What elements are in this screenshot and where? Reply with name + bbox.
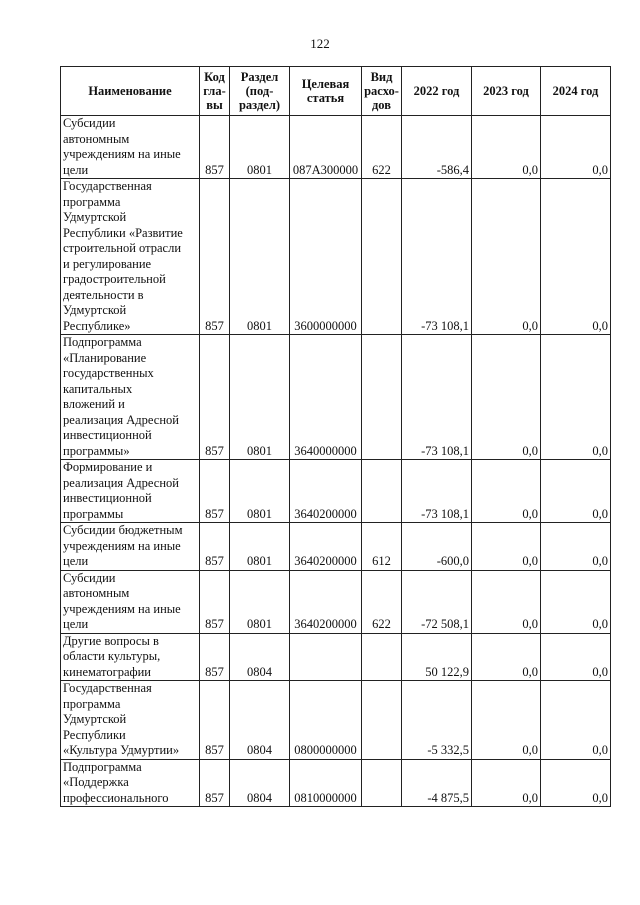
cell-name bbox=[61, 179, 200, 335]
cell-section: 0804 bbox=[230, 759, 290, 807]
name-line: градостроительной bbox=[63, 272, 166, 286]
name-line: «Поддержка bbox=[63, 775, 129, 789]
cell-2023: 0,0 bbox=[472, 335, 541, 460]
cell-target: 0810000000 bbox=[290, 759, 362, 807]
cell-kind: 612 bbox=[362, 523, 402, 571]
cell-target bbox=[290, 633, 362, 681]
cell-kind: 622 bbox=[362, 116, 402, 179]
cell-kind bbox=[362, 681, 402, 760]
cell-name bbox=[61, 759, 200, 807]
name-line: области культуры, bbox=[63, 649, 161, 663]
table-row bbox=[61, 681, 611, 760]
name-line: автономным bbox=[63, 131, 130, 146]
cell-section: 0801 bbox=[230, 335, 290, 460]
cell-2022: -600,0 bbox=[402, 523, 472, 571]
cell-2022: -4 875,5 bbox=[402, 759, 472, 807]
cell-2022: -73 108,1 bbox=[402, 460, 472, 523]
cell-target: 3640000000 bbox=[290, 335, 362, 460]
table-header-row bbox=[61, 67, 611, 116]
header-2022: 2022 год bbox=[402, 67, 472, 116]
header-section: Раздел (под- раздел) bbox=[230, 67, 290, 116]
cell-2023: 0,0 bbox=[472, 523, 541, 571]
name-line: Республике» bbox=[63, 318, 131, 333]
cell-code: 857 bbox=[200, 681, 230, 760]
table-body bbox=[61, 116, 611, 807]
header-kind: Вид расхо- дов bbox=[362, 67, 402, 116]
name-line: программы» bbox=[63, 443, 130, 458]
cell-2023: 0,0 bbox=[472, 633, 541, 681]
name-line: Субсидии бюджетным bbox=[63, 523, 183, 537]
cell-2024: 0,0 bbox=[541, 116, 611, 179]
name-line: Подпрограмма bbox=[63, 335, 142, 349]
cell-name bbox=[61, 460, 200, 523]
name-line: цели bbox=[63, 554, 89, 568]
cell-2022: -73 108,1 bbox=[402, 335, 472, 460]
cell-section: 0801 bbox=[230, 116, 290, 179]
name-line: Государственная bbox=[63, 681, 152, 695]
header-code: Код гла- вы bbox=[200, 67, 230, 116]
name-line: капитальных bbox=[63, 381, 133, 396]
header-2024: 2024 год bbox=[541, 67, 611, 116]
cell-name bbox=[61, 116, 200, 179]
cell-2024: 0,0 bbox=[541, 460, 611, 523]
cell-2022: -586,4 bbox=[402, 116, 472, 179]
cell-code: 857 bbox=[200, 460, 230, 523]
cell-2024: 0,0 bbox=[541, 179, 611, 335]
cell-2024: 0,0 bbox=[541, 681, 611, 760]
name-line: Субсидии bbox=[63, 116, 116, 130]
cell-section: 0801 bbox=[230, 523, 290, 571]
cell-target: 0800000000 bbox=[290, 681, 362, 760]
cell-section: 0804 bbox=[230, 633, 290, 681]
table-row bbox=[61, 179, 611, 335]
cell-2022: -72 508,1 bbox=[402, 570, 472, 633]
name-line: реализация Адресной bbox=[63, 475, 179, 490]
name-line: программа bbox=[63, 194, 121, 209]
cell-section: 0804 bbox=[230, 681, 290, 760]
cell-target: 3640200000 bbox=[290, 523, 362, 571]
name-line: Удмуртской bbox=[63, 303, 127, 317]
cell-kind bbox=[362, 759, 402, 807]
table-row bbox=[61, 759, 611, 807]
cell-2023: 0,0 bbox=[472, 116, 541, 179]
cell-2023: 0,0 bbox=[472, 759, 541, 807]
cell-kind bbox=[362, 633, 402, 681]
cell-kind bbox=[362, 460, 402, 523]
name-line: реализация Адресной bbox=[63, 412, 179, 427]
name-line: Подпрограмма bbox=[63, 759, 142, 774]
cell-code: 857 bbox=[200, 179, 230, 335]
cell-name bbox=[61, 570, 200, 633]
name-line: Субсидии bbox=[63, 570, 116, 585]
cell-code: 857 bbox=[200, 759, 230, 807]
cell-name bbox=[61, 335, 200, 460]
name-line: цели bbox=[63, 162, 89, 177]
cell-kind bbox=[362, 179, 402, 335]
cell-2023: 0,0 bbox=[472, 570, 541, 633]
table-row bbox=[61, 335, 611, 460]
cell-kind bbox=[362, 335, 402, 460]
cell-code: 857 bbox=[200, 570, 230, 633]
name-line: Удмуртской bbox=[63, 712, 127, 726]
name-line: инвестиционной bbox=[63, 428, 152, 442]
budget-table bbox=[60, 66, 611, 807]
table-row bbox=[61, 523, 611, 571]
cell-2023: 0,0 bbox=[472, 179, 541, 335]
cell-2024: 0,0 bbox=[541, 523, 611, 571]
name-line: Государственная bbox=[63, 179, 152, 193]
cell-target: 087A300000 bbox=[290, 116, 362, 179]
cell-target: 3640200000 bbox=[290, 570, 362, 633]
cell-2024: 0,0 bbox=[541, 633, 611, 681]
name-line: «Культура Удмуртии» bbox=[63, 743, 180, 757]
name-line: учреждениям на иные bbox=[63, 147, 181, 161]
cell-2024: 0,0 bbox=[541, 335, 611, 460]
name-line: Другие вопросы в bbox=[63, 633, 159, 648]
cell-section: 0801 bbox=[230, 570, 290, 633]
cell-kind: 622 bbox=[362, 570, 402, 633]
table-row bbox=[61, 460, 611, 523]
cell-name bbox=[61, 523, 200, 571]
cell-name bbox=[61, 681, 200, 760]
name-line: инвестиционной bbox=[63, 491, 152, 505]
page-number: 122 bbox=[310, 36, 330, 51]
name-line: автономным bbox=[63, 586, 130, 600]
name-line: Республики bbox=[63, 727, 126, 742]
cell-2022: 50 122,9 bbox=[402, 633, 472, 681]
name-line: «Планирование bbox=[63, 350, 147, 365]
cell-code: 857 bbox=[200, 523, 230, 571]
name-line: строительной отрасли bbox=[63, 241, 182, 255]
table-row bbox=[61, 570, 611, 633]
header-2023: 2023 год bbox=[472, 67, 541, 116]
name-line: профессионального bbox=[63, 790, 169, 805]
table-row bbox=[61, 116, 611, 179]
cell-code: 857 bbox=[200, 116, 230, 179]
cell-code: 857 bbox=[200, 335, 230, 460]
name-line: учреждениям на иные bbox=[63, 601, 181, 616]
header-name: Наименование bbox=[61, 67, 200, 116]
cell-code: 857 bbox=[200, 633, 230, 681]
name-line: государственных bbox=[63, 366, 154, 380]
cell-2023: 0,0 bbox=[472, 460, 541, 523]
name-line: учреждениям на иные bbox=[63, 538, 181, 553]
cell-section: 0801 bbox=[230, 460, 290, 523]
cell-name bbox=[61, 633, 200, 681]
name-line: программа bbox=[63, 696, 121, 711]
name-line: Формирование и bbox=[63, 460, 153, 474]
cell-section: 0801 bbox=[230, 179, 290, 335]
name-line: деятельности в bbox=[63, 287, 144, 302]
cell-target: 3600000000 bbox=[290, 179, 362, 335]
table-row bbox=[61, 633, 611, 681]
cell-2024: 0,0 bbox=[541, 759, 611, 807]
name-line: кинематографии bbox=[63, 664, 152, 679]
name-line: цели bbox=[63, 617, 89, 631]
name-line: Республики «Развитие bbox=[63, 225, 183, 240]
cell-2022: -73 108,1 bbox=[402, 179, 472, 335]
cell-2024: 0,0 bbox=[541, 570, 611, 633]
name-line: Удмуртской bbox=[63, 210, 127, 224]
name-line: и регулирование bbox=[63, 256, 152, 271]
cell-2022: -5 332,5 bbox=[402, 681, 472, 760]
cell-2023: 0,0 bbox=[472, 681, 541, 760]
name-line: программы bbox=[63, 506, 124, 521]
name-line: вложений и bbox=[63, 397, 125, 411]
header-target: Целевая статья bbox=[290, 67, 362, 116]
cell-target: 3640200000 bbox=[290, 460, 362, 523]
